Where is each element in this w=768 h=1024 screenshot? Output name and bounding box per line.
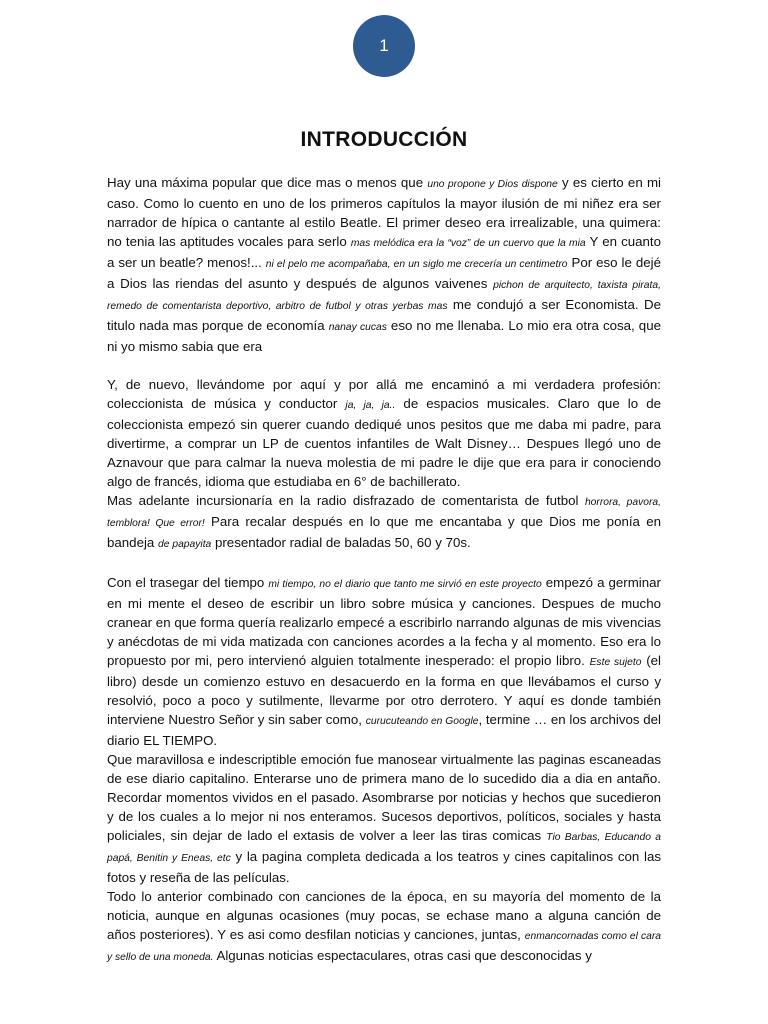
text-segment: y la pagina completa dedicada a los teatros y cines capitalinos con las fotos y reseña de las películas. [107, 849, 661, 885]
text-segment: Todo lo anterior combinado con canciones de la época, en su mayoría del momento de la noticia, aunque en algunas ocasiones (muy pocas, se echase mano a alguna canción de años posteriores). Y es asi como desfilan noticias y canciones, juntas, [107, 889, 661, 942]
aside-note: curucuteando en Google [365, 716, 479, 727]
text-segment: Y en cuanto a ser un beatle? menos!... [107, 234, 662, 270]
aside-note: pichon de arquitecto, taxista pirata, remedo de comentarista deportivo, arbitro de futbol y otras yerbas mas [107, 280, 661, 312]
paragraph-3 [107, 491, 661, 554]
aside-note: uno propone y Dios dispone [427, 179, 558, 190]
text-segment: de espacios musicales. Claro que lo de coleccionista empezó sin querer cuando dediqué unos pesitos que me daba mi padre, para divertirme, a comprar un LP de cuentos infantiles de Walt Disney… Despues llegó uno de Aznavour que para calmar la nueva molestia de mi padre le dije que era para ir conociendo algo de francés, idioma que estudiaba en 6° de bachillerato. [107, 396, 661, 489]
text-segment: Mas adelante incursionaría en la radio disfrazado de comentarista de futbol [107, 493, 585, 508]
text-segment: presentador radial de baladas 50, 60 y 70s. [211, 535, 471, 550]
paragraph-4 [107, 573, 661, 750]
text-segment: Para recalar después en lo que me encantaba y que Dios me ponía en bandeja [107, 514, 661, 550]
text-segment: , termine … en los archivos del diario EL TIEMPO. [107, 712, 662, 748]
paragraph-6 [107, 887, 661, 967]
paragraph-1 [107, 173, 661, 356]
text-segment: Que maravillosa e indescriptible emoción fue manosear virtualmente las paginas escaneadas de ese diario capitalino. Enterarse uno de primera mano de lo sucedido dia a dia en antaño. Recordar momentos vividos en el pasado. Asombrarse por noticias y hechos que sucedieron y de los cuales a lo mejor ni nos enteramos. Sucesos deportivos, políticos, sociales y hasta policiales, sin dejar de lado el extasis de volver a leer las tiras comicas [107, 752, 661, 843]
page-number: 1 [379, 36, 389, 55]
text-segment: eso no me llenaba. Lo mio era otra cosa, que ni yo mismo sabia que era [107, 318, 661, 354]
aside-note: mas melódica era la “voz” de un cuervo que la mia [350, 238, 586, 249]
text-segment: (el libro) desde un comienzo estuvo en desacuerdo en la forma en que llevábamos el curso y resolvió, poco a poco y sutilmente, llevarme por otro derrotero. Y aquí es donde también interviene Nuestro Señor y sin saber como, [107, 653, 661, 727]
aside-note: horrora, pavora, temblora! Que error! [107, 497, 661, 529]
aside-note: Este sujeto [589, 657, 642, 668]
aside-note: ja, ja, ja.. [345, 400, 396, 411]
text-segment: Por eso le dejé a Dios las riendas del asunto y después de algunos vaivenes [107, 255, 661, 291]
text-segment: empezó a germinar en mi mente el deseo de escribir un libro sobre música y canciones. Despues de mucho cranear en que forma quería realizarlo empecé a escribirlo narrando algunas de mis vivencias y anécdotas de mi vida matizada con canciones acordes a la fecha y al momento. Eso era lo propuesto por mi, pero intervienó alguien totalmente inesperado: el propio libro. [107, 575, 661, 668]
paragraph-5 [107, 750, 661, 887]
page-title: INTRODUCCIÓN [300, 128, 468, 151]
document-body [107, 173, 661, 967]
aside-note: mi tiempo, no el diario que tanto me sirvió en este proyecto [268, 579, 542, 590]
page-number-badge [353, 15, 415, 77]
text-segment: Algunas noticias espectaculares, otras casi que desconocidas y [213, 948, 592, 963]
text-segment: Hay una máxima popular que dice mas o menos que [107, 175, 428, 190]
text-segment: me condujó a ser Economista. De titulo nada mas porque de economía [107, 297, 661, 333]
aside-note: ni el pelo me acompañaba, en un siglo me crecería un centimetro [265, 259, 568, 270]
text-segment: Con el trasegar del tiempo [107, 575, 269, 590]
text-segment: Y, de nuevo, llevándome por aquí y por allá me encaminó a mi verdadera profesión: coleccionista de música y conductor [107, 377, 661, 411]
text-segment: y es cierto en mi caso. Como lo cuento en uno de los primeros capítulos la mayor ilusión de mi niñez era ser narrador de hípica o cantante al estilo Beatle. El primer deseo era irrealizable, una quimera: no tenia las aptitudes vocales para serlo [107, 175, 661, 249]
aside-note: nanay cucas [328, 322, 387, 333]
paragraph-2 [107, 375, 661, 491]
aside-note: enmancornadas como el cara y sello de una moneda. [107, 931, 661, 963]
aside-note: de papayita [158, 539, 212, 550]
aside-note: Tio Barbas, Educando a papá, Benitin y Eneas, etc [107, 832, 662, 864]
